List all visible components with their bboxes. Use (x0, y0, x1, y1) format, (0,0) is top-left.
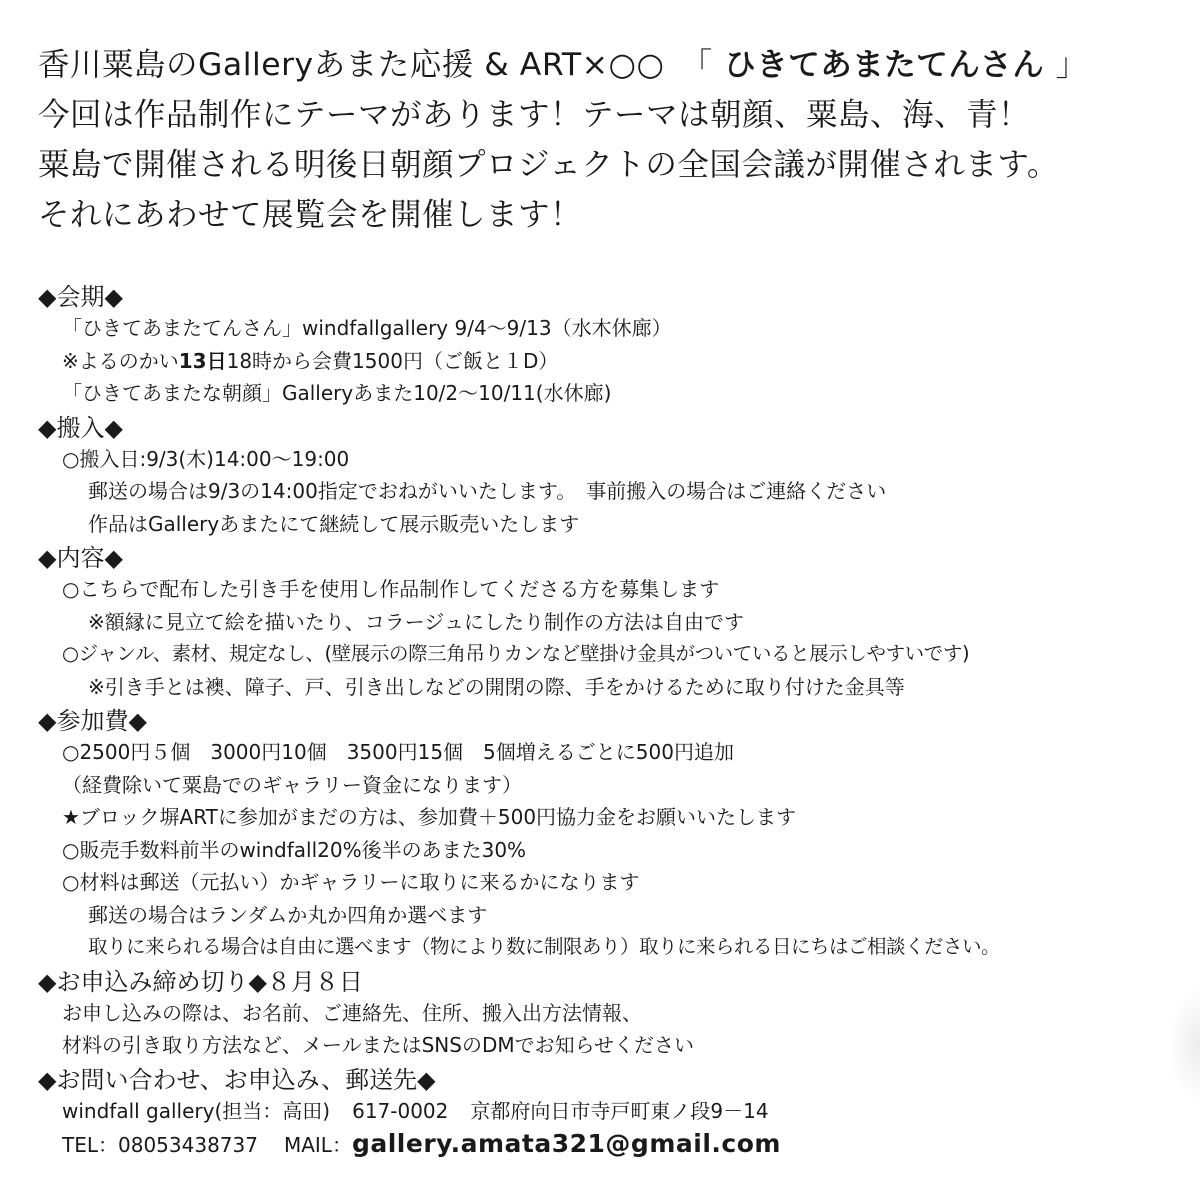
photo-glare (1170, 990, 1200, 1100)
sankahi-line: ○販売手数料前半のwindfall20%後半のあまた30% (62, 837, 527, 862)
kaiki-night-date: 13日 (178, 348, 227, 373)
sankahi-line: 取りに来られる場合は自由に選べます（物により数に制限あり）取りに来られる日にちはご相談ください。 (88, 935, 1001, 958)
naiyou-line: ○ジャンル、素材、規定なし、(壁展示の際三角吊りカンなど壁掛け金具がついていると展示しやすいです) (62, 642, 970, 665)
section-heading-naiyou: ◆内容◆ (38, 544, 123, 572)
section-heading-shimekiri: ◆お申込み締め切り◆８月８日 (38, 967, 363, 996)
sankahi-line: ○2500円５個 3000円10個 3500円15個 5個増えるごとに500円追加 (62, 740, 734, 764)
info-block (38, 279, 1188, 1161)
kaiki-line (38, 345, 1188, 378)
contact-address: 京都府向日市寺戸町東ノ段9－14 (470, 1098, 769, 1123)
section-heading-contact: ◆お問い合わせ、お申込み、郵送先◆ (38, 1065, 436, 1094)
hannyu-line: ○搬入日:9/3(木)14:00〜19:00 (62, 446, 350, 471)
kaiki-line: 「ひきてあまたてんさん」windfallgallery 9/4〜9/13（水木休廊） (62, 316, 672, 340)
sankahi-line: （経費除いて粟島でのギャラリー資金になります） (62, 772, 522, 797)
section-heading-sankahi: ◆参加費◆ (38, 707, 147, 735)
section-heading-kaiki: ◆会期◆ (38, 283, 123, 311)
contact-mail-label: MAIL： (283, 1133, 352, 1157)
kaiki-night-prefix: ※よるのかい (62, 348, 179, 373)
hannyu-line: 郵送の場合は9/3の14:00指定でおねがいいたします。 事前搬入の場合はご連絡ください (88, 479, 887, 503)
exhibition-title: ひきてあまたてんさん (712, 47, 1056, 83)
intro-theme-line: 今回は作品制作にテーマがあります！テーマは朝顔、粟島、海、青！ (38, 97, 1031, 133)
naiyou-line: ※引き手とは襖、障子、戸、引き出しなどの開閉の際、手をかけるために取り付けた金具等 (88, 674, 905, 699)
intro-title-suffix: 」 (1055, 47, 1088, 83)
shimekiri-line: 材料の引き取り方法など、メールまたはSNSのDMでお知らせください (62, 1033, 695, 1057)
sankahi-line: 郵送の場合はランダムか丸か四角か選べます (88, 902, 488, 927)
intro-exhibition-line: それにあわせて展覧会を開催します！ (38, 197, 583, 233)
sankahi-line: ★ブロック塀ARTに参加がまだの方は、参加費＋500円協力金をお願いいたします (62, 805, 797, 829)
contact-tel-row (38, 1127, 1188, 1161)
intro-title-line (38, 40, 1188, 90)
contact-postal-code: 617-0002 (352, 1098, 449, 1123)
shimekiri-line: お申し込みの際は、お名前、ご連絡先、住所、搬入出方法情報、 (62, 1000, 642, 1025)
contact-gallery: windfall gallery(担当：高田) (62, 1098, 331, 1123)
hannyu-line: 作品はGalleryあまたにて継続して展示販売いたします (88, 511, 580, 536)
naiyou-line: ○こちらで配布した引き手を使用し作品制作してくださる方を募集します (62, 577, 720, 601)
kaiki-night-suffix: 18時から会費1500円（ご飯と１D） (226, 348, 559, 373)
section-heading-hannyu: ◆搬入◆ (38, 413, 123, 442)
sankahi-line: ○材料は郵送（元払い）かギャラリーに取りに来るかになります (62, 870, 640, 894)
kaiki-line: 「ひきてあまたな朝顔」Galleryあまた10/2〜10/11(水休廊) (62, 381, 612, 405)
intro-meeting-line: 粟島で開催される明後日朝顔プロジェクトの全国会議が開催されます。 (38, 147, 1059, 183)
contact-email-link[interactable]: gallery.amata321@gmail.com (351, 1129, 781, 1158)
intro-block (38, 40, 1188, 240)
intro-title-prefix: 香川粟島のGalleryあまた応援 & ART×○○ 「 (38, 47, 713, 83)
naiyou-line: ※額縁に見立て絵を描いたり、コラージュにしたり制作の方法は自由です (88, 609, 744, 634)
contact-address-row (38, 1095, 1188, 1128)
contact-tel: TEL：08053438737 (62, 1133, 258, 1157)
